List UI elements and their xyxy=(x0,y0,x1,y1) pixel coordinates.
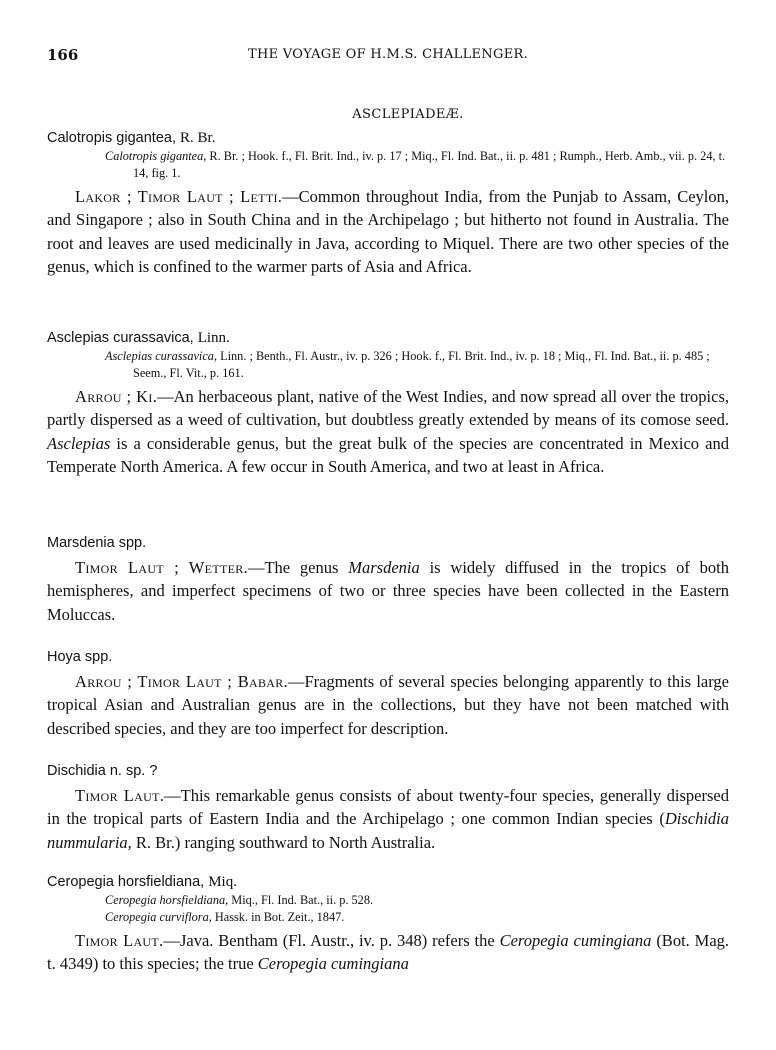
species-entry-dischidia xyxy=(47,761,729,854)
localities: Timor Laut ; Wetter. xyxy=(75,558,248,577)
species-entry-hoya xyxy=(47,647,729,740)
species-name: Marsdenia spp. xyxy=(47,535,147,551)
species-entry-marsdenia xyxy=(47,533,729,626)
page-number: 166 xyxy=(47,46,79,64)
species-name: Calotropis gigantea, R. Br. xyxy=(47,130,216,146)
species-name: Hoya spp. xyxy=(47,649,113,665)
species-entry-ceropegia xyxy=(47,872,729,976)
species-name: Ceropegia horsfieldiana, Miq. xyxy=(47,874,237,890)
species-description: Arrou ; Timor Laut ; Babar.—Fragments of several species belonging apparently to this large tropical Asian and Australian genus are in the collections, but they have not been matched with described species, and they are too imperfect for description. xyxy=(47,672,729,738)
species-description: Lakor ; Timor Laut ; Letti.—Common throughout India, from the Punjab to Assam, Ceylon, and Singapore ; also in South China and in the Archipelago ; but hitherto not found in Australia. The root and leaves are used medicinally in Java, according to Miquel. There are two other species of the genus, which is confined to the warmer parts of Asia and Africa. xyxy=(47,187,729,276)
localities: Timor Laut. xyxy=(75,931,164,950)
species-description: Timor Laut.—This remarkable genus consists of about twenty-four species, generally dispersed in the tropical parts of Eastern India and the Archipelago ; one common Indian species (Dischidia nummularia, R. Br.) ranging southward to North Australia. xyxy=(47,786,729,852)
species-entry-asclepias xyxy=(47,328,729,478)
localities: Arrou ; Timor Laut ; Babar. xyxy=(75,672,288,691)
localities: Timor Laut. xyxy=(75,786,165,805)
citation: Calotropis gigantea, R. Br. ; Hook. f., Fl. Brit. Ind., iv. p. 17 ; Miq., Fl. Ind. Bat., ii. p. 481 ; Rumph., Herb. Amb., vii. p. 24, t. 14, fig. 1. xyxy=(105,149,726,180)
running-title: THE VOYAGE OF H.M.S. CHALLENGER. xyxy=(247,47,529,62)
citation: Ceropegia curviflora, Hassk. in Bot. Zeit., 1847. xyxy=(105,910,345,924)
citations xyxy=(105,892,729,926)
citation: Asclepias curassavica, Linn. ; Benth., Fl. Austr., iv. p. 326 ; Hook. f., Fl. Brit. Ind., iv. p. 18 ; Miq., Fl. Ind. Bat., ii. p. 485 ; Seem., Fl. Vit., p. 161. xyxy=(105,349,710,380)
citations xyxy=(105,348,729,382)
family-heading: ASCLEPIADEÆ. xyxy=(352,107,464,122)
species-name: Asclepias curassavica, Linn. xyxy=(47,330,230,346)
localities: Arrou ; Ki. xyxy=(75,387,158,406)
species-entry-calotropis xyxy=(47,128,729,278)
citations xyxy=(105,148,729,182)
running-head xyxy=(47,46,729,66)
species-description: Timor Laut.—Java. Bentham (Fl. Austr., iv. p. 348) refers the Ceropegia cumingiana (Bot. Mag. t. 4349) to this species; the true Ceropegia cumingiana xyxy=(47,931,730,974)
localities: Lakor ; Timor Laut ; Letti. xyxy=(75,187,283,206)
species-description: Arrou ; Ki.—An herbaceous plant, native of the West Indies, and now spread all over the tropics, partly dispersed as a weed of cultivation, but doubtless greatly extended by means of its comose seed. Asclepias is a considerable genus, but the great bulk of the species are concentrated in Mexico and Temperate North America. A few occur in South America, and two at least in Africa. xyxy=(47,387,729,476)
species-name: Dischidia n. sp. ? xyxy=(47,763,158,779)
citation: Ceropegia horsfieldiana, Miq., Fl. Ind. Bat., ii. p. 528. xyxy=(105,893,374,907)
species-description: Timor Laut ; Wetter.—The genus Marsdenia is widely diffused in the tropics of both hemispheres, and imperfect specimens of two or three species have been collected in the Eastern Moluccas. xyxy=(47,558,730,624)
